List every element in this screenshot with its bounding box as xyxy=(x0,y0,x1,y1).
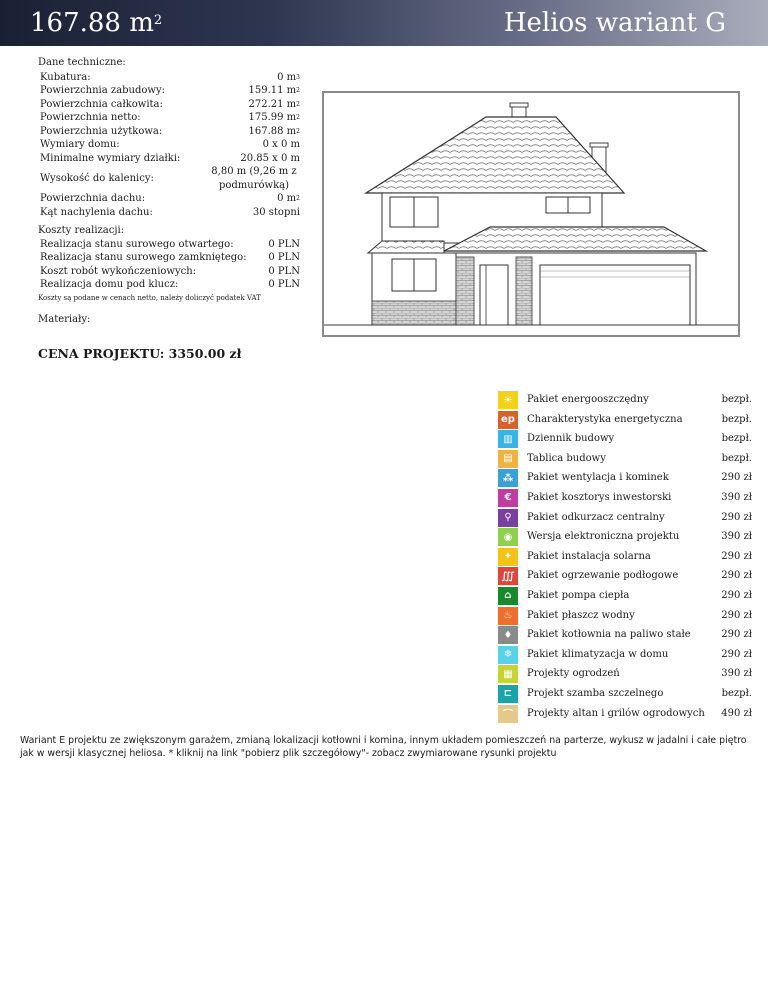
package-price: bezpł. xyxy=(721,452,752,464)
euro-icon: € xyxy=(498,489,518,507)
tech-value xyxy=(208,206,300,220)
tech-row xyxy=(38,71,300,85)
package-row[interactable] xyxy=(498,586,758,606)
tech-label: Minimalne wymiary działki: xyxy=(40,152,181,164)
tech-label: Wymiary domu: xyxy=(40,139,120,150)
package-price: 390 zł xyxy=(721,531,752,543)
package-row[interactable] xyxy=(498,429,758,449)
costs-heading: Koszty realizacji: xyxy=(38,225,125,236)
solar-icon: ✦ xyxy=(498,548,518,566)
gazebo-icon: ⌒ xyxy=(498,705,518,723)
tech-label: Wysokość do kalenicy: xyxy=(40,172,154,184)
tech-value-text: 20.85 x 0 m xyxy=(240,152,300,164)
package-price: 390 zł xyxy=(721,491,752,503)
tech-row xyxy=(38,125,300,139)
package-price: 290 zł xyxy=(721,648,752,660)
costs-label: Realizacja stanu surowego zamkniętego: xyxy=(40,252,247,263)
tech-value-text: 159.11 m xyxy=(248,85,297,96)
costs-value: 0 PLN xyxy=(268,252,300,263)
heat-pump-icon: ⌂ xyxy=(498,587,518,605)
package-price: 290 zł xyxy=(721,511,752,523)
package-row[interactable] xyxy=(498,606,758,626)
tech-table xyxy=(38,71,300,220)
package-name[interactable]: Pakiet pompa ciepła xyxy=(527,589,630,601)
package-row[interactable] xyxy=(498,704,758,724)
tech-label: Powierzchnia netto: xyxy=(40,112,141,123)
vacuum-icon: ⚲ xyxy=(498,509,518,527)
costs-row xyxy=(38,251,300,265)
package-name[interactable]: Dziennik budowy xyxy=(527,433,615,445)
disc-icon: ◉ xyxy=(498,528,518,546)
package-name[interactable]: Pakiet klimatyzacja w domu xyxy=(527,648,669,660)
costs-row xyxy=(38,265,300,279)
tech-heading: Dane techniczne: xyxy=(38,57,126,68)
package-name[interactable]: Projekty ogrodzeń xyxy=(527,668,620,680)
tech-label: Kąt nachylenia dachu: xyxy=(40,206,153,218)
costs-label: Realizacja domu pod klucz: xyxy=(40,279,179,290)
tech-value xyxy=(208,98,300,112)
tech-value xyxy=(208,111,300,125)
package-name[interactable]: Pakiet kotłownia na paliwo stałe xyxy=(527,629,691,641)
package-name[interactable]: Charakterystyka energetyczna xyxy=(527,413,683,425)
costs-note: Koszty są podane w cenach netto, należy doliczyć podatek VAT xyxy=(38,293,261,302)
package-name[interactable]: Pakiet ogrzewanie podłogowe xyxy=(527,570,679,582)
package-row[interactable] xyxy=(498,625,758,645)
package-name[interactable]: Tablica budowy xyxy=(527,452,606,464)
boiler-icon: ♦ xyxy=(498,626,518,644)
package-name[interactable]: Wersja elektroniczna projektu xyxy=(527,531,680,543)
tech-row xyxy=(38,192,300,206)
tech-value xyxy=(208,165,300,192)
package-price: 290 zł xyxy=(721,589,752,601)
costs-value: 0 PLN xyxy=(268,279,300,290)
costs-row xyxy=(38,238,300,252)
packages-list xyxy=(498,390,758,723)
tech-value-text: 167.88 m xyxy=(248,125,297,137)
tech-value-text: 175.99 m xyxy=(248,112,297,123)
header-area xyxy=(30,6,162,40)
tech-value-text: 0 x 0 m xyxy=(262,139,300,150)
tech-label: Powierzchnia całkowita: xyxy=(40,98,163,110)
header-title: Helios wariant G xyxy=(503,8,726,38)
package-row[interactable] xyxy=(498,410,758,430)
costs-row xyxy=(38,278,300,292)
tech-row xyxy=(38,165,300,192)
costs-table xyxy=(38,238,300,292)
materials-label: Materiały: xyxy=(38,314,91,325)
house-elevation-drawing xyxy=(322,91,740,337)
package-price: 290 zł xyxy=(721,609,752,621)
front-door xyxy=(480,265,508,325)
tech-value-unit: 3 xyxy=(296,73,300,81)
tech-value-unit: 2 xyxy=(296,195,300,202)
package-name[interactable]: Pakiet instalacja solarna xyxy=(527,550,651,562)
board-icon: ▤ xyxy=(498,450,518,468)
package-price: 290 zł xyxy=(721,472,752,484)
package-row[interactable] xyxy=(498,664,758,684)
tech-row xyxy=(38,84,300,98)
water-jacket-icon: ♨ xyxy=(498,607,518,625)
package-name[interactable]: Pakiet wentylacja i kominek xyxy=(527,472,669,484)
tech-row xyxy=(38,152,300,166)
tech-section xyxy=(38,56,300,219)
tech-label: Powierzchnia zabudowy: xyxy=(40,85,165,96)
package-name[interactable]: Pakiet odkurzacz centralny xyxy=(527,511,665,523)
package-row[interactable] xyxy=(498,390,758,410)
house-elevation-svg xyxy=(324,93,738,335)
floor-heating-icon: ∭ xyxy=(498,567,518,585)
header-area-sup: 2 xyxy=(153,13,163,28)
package-price: bezpł. xyxy=(721,433,752,445)
tech-row xyxy=(38,98,300,112)
tech-row xyxy=(38,111,300,125)
project-price: CENA PROJEKTU: 3350.00 zł xyxy=(38,346,242,361)
tech-label: Kubatura: xyxy=(40,71,91,83)
package-row[interactable] xyxy=(498,645,758,665)
tech-value-text: 0 m xyxy=(277,193,297,204)
garage-door xyxy=(540,265,690,325)
tech-row xyxy=(38,206,300,220)
costs-value: 0 PLN xyxy=(268,238,300,250)
package-row[interactable] xyxy=(498,684,758,704)
sun-icon: ☀ xyxy=(498,391,518,409)
package-price: bezpł. xyxy=(721,394,752,405)
costs-value: 0 PLN xyxy=(268,265,300,277)
tech-value xyxy=(208,84,300,98)
tech-label: Powierzchnia dachu: xyxy=(40,193,146,204)
garage-roof xyxy=(444,227,706,251)
project-description: Wariant E projektu ze zwiększonym garażem, zmianą lokalizacji kotłowni i komina, innym układem pomieszczeń na parterze, wykusz w jadalni i całe piętro jak w wersji klasycznej heliosa. * kliknij na link "pobierz plik szczegółowy"- zobacz zwymiarowane rysunki projektu xyxy=(20,735,747,759)
package-name[interactable]: Pakiet płaszcz wodny xyxy=(527,609,635,621)
package-row[interactable] xyxy=(498,566,758,586)
package-price: 390 zł xyxy=(721,668,752,680)
package-name[interactable]: Projekty altan i grilów ogrodowych xyxy=(527,707,705,719)
upper-roof xyxy=(366,117,624,193)
tech-label: Powierzchnia użytkowa: xyxy=(40,125,163,137)
ventilation-icon: ⁂ xyxy=(498,469,518,487)
ac-icon: ❄ xyxy=(498,646,518,664)
tech-value-unit: 2 xyxy=(296,87,300,94)
costs-label: Realizacja stanu surowego otwartego: xyxy=(40,238,234,250)
package-price: bezpł. xyxy=(721,413,752,425)
tech-value-unit: 2 xyxy=(296,100,300,108)
package-row[interactable] xyxy=(498,488,758,508)
tech-value xyxy=(208,152,300,166)
tech-value-unit: 2 xyxy=(296,114,300,121)
tech-value xyxy=(208,125,300,139)
tech-value-text: 8,80 m (9,26 m z podmurówką) xyxy=(211,166,297,191)
package-price: 290 zł xyxy=(721,550,752,562)
costs-label: Koszt robót wykończeniowych: xyxy=(40,265,197,277)
package-name[interactable]: Pakiet energooszczędny xyxy=(527,394,649,405)
header-bar xyxy=(0,0,768,46)
package-row[interactable] xyxy=(498,547,758,567)
package-row[interactable] xyxy=(498,468,758,488)
package-price: 290 zł xyxy=(721,570,752,582)
package-name[interactable]: Pakiet kosztorys inwestorski xyxy=(527,491,672,503)
tech-value-text: 272.21 m xyxy=(248,98,297,110)
tech-value-unit: 2 xyxy=(296,127,300,135)
package-price: 290 zł xyxy=(721,629,752,641)
package-price: 490 zł xyxy=(721,707,752,719)
ep-icon: ep xyxy=(498,411,518,429)
tech-value-text: 0 m xyxy=(277,71,297,83)
tech-value xyxy=(208,71,300,85)
tech-value-text: 30 stopni xyxy=(252,206,300,218)
fence-icon: ▦ xyxy=(498,665,518,683)
tech-value xyxy=(208,192,300,206)
package-price: bezpł. xyxy=(721,687,752,699)
package-name[interactable]: Projekt szamba szczelnego xyxy=(527,687,664,699)
tech-value xyxy=(208,138,300,152)
package-row[interactable] xyxy=(498,449,758,469)
book-icon: ▥ xyxy=(498,430,518,448)
septic-icon: ⊏ xyxy=(498,685,518,703)
package-row[interactable] xyxy=(498,527,758,547)
package-row[interactable] xyxy=(498,508,758,528)
costs-section xyxy=(38,224,300,303)
header-area-value: 167.88 m xyxy=(30,8,154,38)
tech-row xyxy=(38,138,300,152)
